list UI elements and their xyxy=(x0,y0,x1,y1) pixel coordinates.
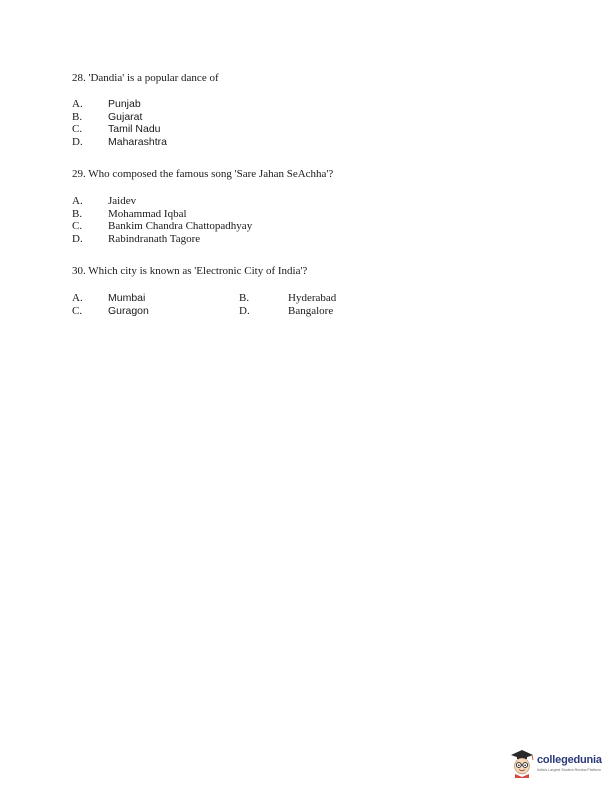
option-text: Mumbai xyxy=(108,292,146,304)
option-text: Rabindranath Tagore xyxy=(108,232,201,245)
option-letter: D. xyxy=(72,232,83,245)
option-letter: B. xyxy=(72,207,83,220)
question-29: 29. Who composed the famous song 'Sare Jahan SeAchha'? xyxy=(72,168,334,180)
brand-tagline: India's Largest Student Review Platform xyxy=(537,768,601,772)
option-letter: D. xyxy=(72,135,83,148)
option-letter: A. xyxy=(72,292,83,304)
option-text: Jaidev xyxy=(108,195,137,207)
option-row xyxy=(72,305,372,318)
option-letter: C. xyxy=(72,220,83,232)
brand-name: collegedunia xyxy=(537,754,602,766)
option-text: Guragon xyxy=(108,304,149,317)
option-letter: C. xyxy=(72,123,83,135)
option-letter: A. xyxy=(72,195,83,207)
option-text: Punjab xyxy=(108,98,141,110)
option-letter: C. xyxy=(72,304,83,317)
option-text: Bankim Chandra Chattopadhyay xyxy=(108,220,253,232)
option-text: Hyderabad xyxy=(288,292,337,304)
option-row xyxy=(72,292,372,305)
option-text: Bangalore xyxy=(288,304,334,317)
question-30: 30. Which city is known as 'Electronic City of India'? xyxy=(72,265,308,277)
question-30-options xyxy=(72,292,372,317)
option-letter: D. xyxy=(239,304,250,317)
student-mascot-icon xyxy=(508,748,536,778)
option-text: Gujarat xyxy=(108,110,143,123)
option-letter: B. xyxy=(239,292,250,304)
option-text: Maharashtra xyxy=(108,135,167,148)
option-text: Tamil Nadu xyxy=(108,123,161,135)
option-letter: B. xyxy=(72,110,83,123)
question-28: 28. 'Dandia' is a popular dance of xyxy=(72,72,219,84)
collegedunia-logo xyxy=(508,748,608,780)
option-text: Mohammad Iqbal xyxy=(108,207,187,220)
option-letter: A. xyxy=(72,98,83,110)
